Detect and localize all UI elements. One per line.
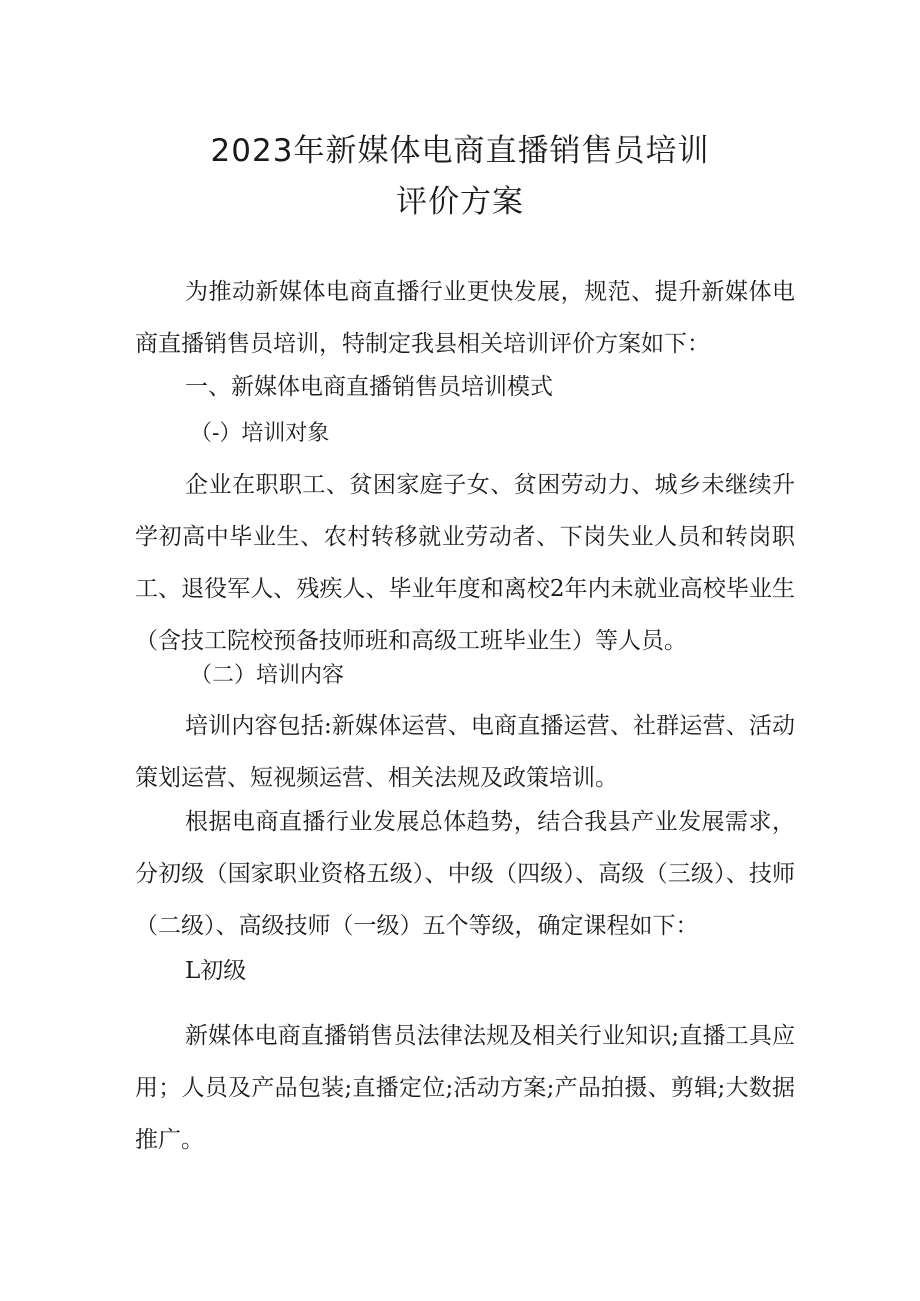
subsection2-body: 培训内容包括:新媒体运营、电商直播运营、社群运营、活动策划运营、短视频运营、相关法规及政策培训。 <box>135 713 795 791</box>
document-title-line1: 2023年新媒体电商直播销售员培训 <box>210 133 710 169</box>
subsection1-body: 企业在职职工、贫困家庭子女、贫困劳动力、城乡未继续升学初高中毕业生、农村转移就业劳动者、下岗失业人员和转岗职工、退役军人、残疾人、毕业年度和离校2年内未就业高校毕业生（含技工院校预备技师班和高级工班毕业生）等人员。 <box>135 472 795 654</box>
subsection1-heading: （-）培训对象 <box>190 421 330 446</box>
intro-paragraph: 为推动新媒体电商直播行业更快发展，规范、提升新媒体电商直播销售员培训，特制定我县相关培训评价方案如下： <box>135 279 795 357</box>
document-title-line2: 评价方案 <box>396 184 524 220</box>
section1-heading: 一、新媒体电商直播销售员培训模式 <box>185 374 553 400</box>
level1-body: 新媒体电商直播销售员法律法规及相关行业知识;直播工具应用；人员及产品包装;直播定位;活动方案;产品拍摄、剪辑;大数据推广。 <box>135 1023 795 1153</box>
level1-heading: L初级 <box>185 958 247 984</box>
levels-intro-paragraph: 根据电商直播行业发展总体趋势，结合我县产业发展需求，分初级（国家职业资格五级）、中级（四级）、高级（三级）、技师（二级）、高级技师（一级）五个等级，确定课程如下： <box>135 809 795 939</box>
subsection2-heading: （二）培训内容 <box>190 663 345 688</box>
